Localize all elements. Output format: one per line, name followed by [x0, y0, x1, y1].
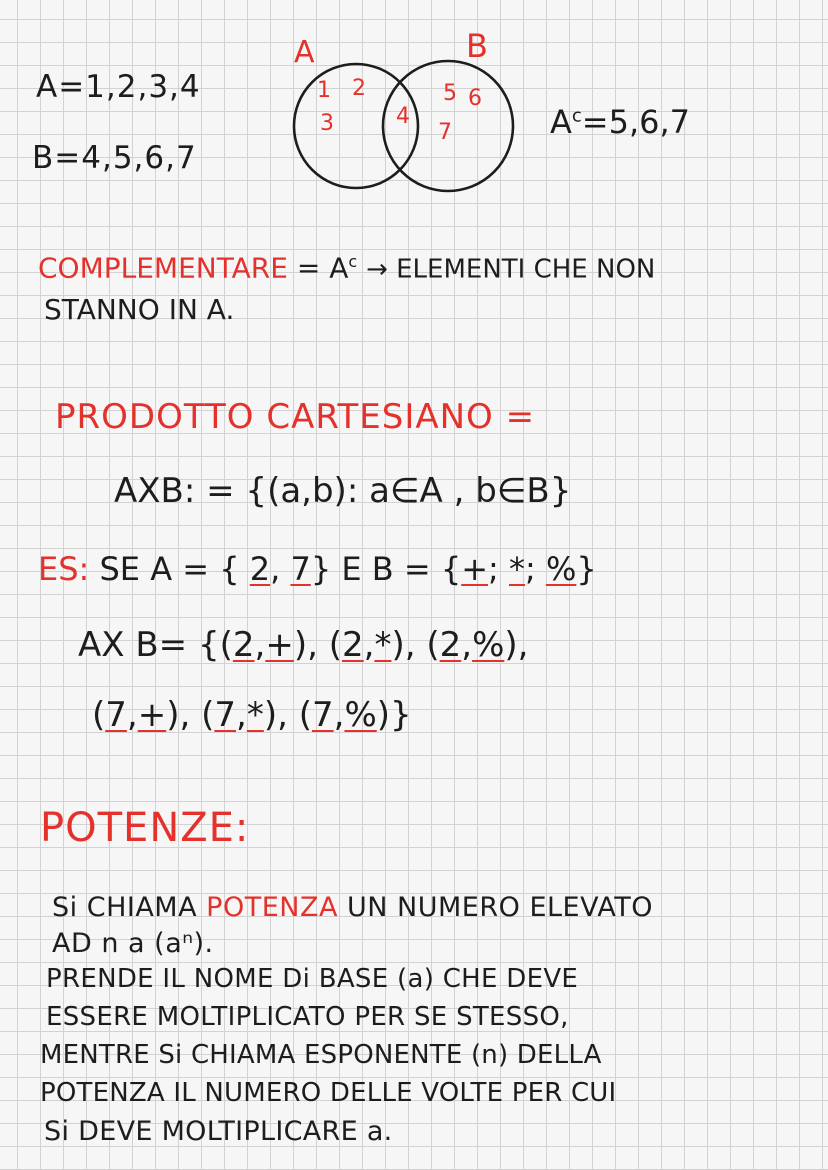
- potenze-line-7: Si DEVE MOLTIPLICARE a.: [44, 1116, 393, 1147]
- product-element: %: [472, 625, 505, 665]
- complement-definition: [38, 251, 656, 285]
- product-text: ,: [126, 695, 138, 735]
- product-text: ,: [254, 625, 266, 665]
- cartesian-heading: PRODOTTO CARTESIANO =: [55, 397, 536, 437]
- venn-b-only-6: 6: [468, 86, 482, 111]
- product-text: ), (: [391, 625, 440, 665]
- complement-set: A: [550, 103, 572, 141]
- potenze-line-4: ESSERE MOLTIPLICATO PER SE STESSO,: [46, 1002, 569, 1032]
- potenze-text: Si CHIAMA: [52, 892, 207, 923]
- potenze-line-2: AD n a (aⁿ).: [52, 928, 214, 959]
- complement-arrow-text: → ELEMENTI CHE NON: [366, 254, 656, 285]
- product-element: 2: [232, 625, 255, 665]
- product-text: ,: [236, 695, 247, 735]
- product-text: ), (: [293, 625, 342, 665]
- product-text: (: [92, 695, 106, 735]
- set-b-definition: B=4,5,6,7: [32, 140, 197, 176]
- potenze-line-3: PRENDE IL NOME Di BASE (a) CHE DEVE: [46, 964, 579, 994]
- product-element: 7: [105, 695, 127, 735]
- product-line-1: [78, 625, 529, 665]
- potenze-term: POTENZA: [206, 892, 338, 923]
- example-b1: +: [461, 550, 489, 588]
- example-label: ES:: [38, 550, 90, 588]
- example-b2: *: [508, 550, 525, 588]
- cartesian-example: ES: SE A = { 2, 7} E B = {+; *; %}: [38, 550, 597, 588]
- product-text: AX B= {(: [78, 625, 233, 665]
- product-text: ,: [461, 625, 473, 665]
- example-mid: } E B = {: [310, 550, 462, 588]
- complement-eq-sup: c: [348, 252, 358, 271]
- product-line-2: [92, 695, 412, 735]
- venn-b-only-7: 7: [438, 120, 452, 145]
- complement-result: [550, 103, 691, 141]
- venn-a-only-3: 3: [320, 111, 334, 136]
- product-element: %: [344, 695, 377, 735]
- complement-sup: c: [571, 105, 582, 127]
- cartesian-definition: AXB: = {(a,b): a∈A , b∈B}: [114, 471, 572, 511]
- product-text: ),: [504, 625, 529, 665]
- complement-line2: STANNO IN A.: [44, 293, 235, 326]
- potenze-text: UN NUMERO ELEVATO: [337, 892, 653, 923]
- product-element: +: [137, 695, 167, 735]
- product-text: )}: [376, 695, 412, 735]
- venn-intersection: 4: [396, 104, 410, 129]
- venn-a-only-2: 2: [352, 76, 366, 101]
- product-element: *: [374, 625, 392, 665]
- venn-b-only-5: 5: [443, 81, 457, 106]
- product-element: 7: [311, 695, 334, 735]
- product-text: ), (: [166, 695, 215, 735]
- product-element: +: [265, 625, 294, 665]
- venn-label-b: B: [466, 27, 488, 65]
- complement-values: =5,6,7: [581, 103, 691, 141]
- set-a-definition: A=1,2,3,4: [36, 69, 201, 105]
- product-text: ,: [363, 625, 375, 665]
- example-end: }: [576, 550, 597, 588]
- complement-eq: = A: [296, 251, 349, 285]
- product-element: 2: [342, 625, 364, 665]
- example-a2: 7: [290, 550, 311, 588]
- product-element: 7: [214, 695, 237, 735]
- potenze-line-1: [52, 894, 653, 921]
- potenze-line-5: MENTRE Si CHIAMA ESPONENTE (n) DELLA: [40, 1040, 602, 1070]
- venn-label-a: A: [294, 35, 315, 70]
- product-element: 2: [439, 625, 462, 665]
- example-start: SE A = {: [99, 550, 250, 588]
- potenze-line-6: POTENZA IL NUMERO DELLE VOLTE PER CUI: [40, 1078, 617, 1108]
- product-element: *: [246, 695, 264, 735]
- venn-a-only-1: 1: [317, 78, 331, 103]
- product-text: ), (: [263, 695, 312, 735]
- potenze-heading: POTENZE:: [40, 805, 250, 851]
- product-text: ,: [333, 695, 345, 735]
- complement-term: COMPLEMENTARE: [38, 251, 288, 285]
- example-a1: 2: [249, 550, 271, 588]
- example-b3: %: [545, 550, 577, 588]
